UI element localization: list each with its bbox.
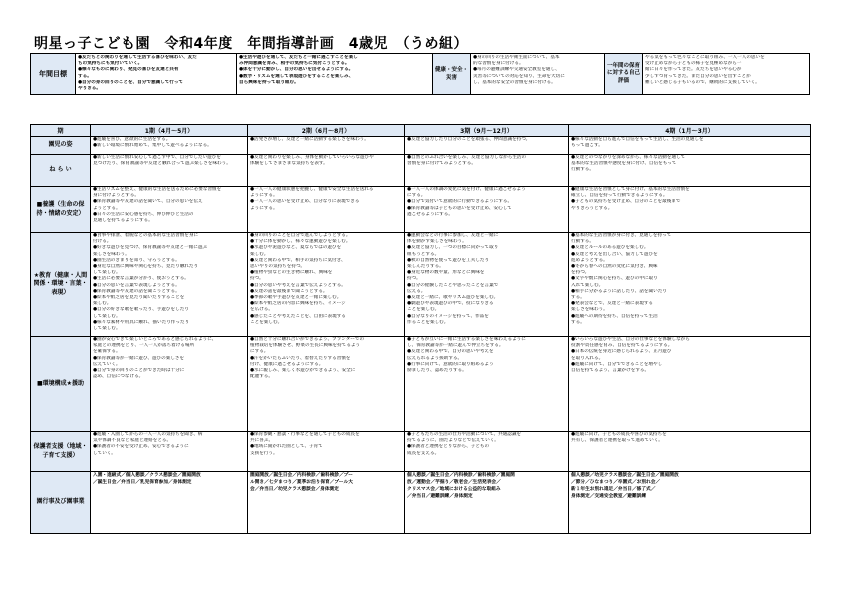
cell-content [248, 137, 404, 154]
cell-line: 認め、自信につなげる。 [93, 374, 144, 380]
cell-child-state-period-1 [91, 137, 248, 155]
cell-line: ●自分の好きな歌を歌ったり、手遊びをしたり [93, 307, 189, 313]
cell-child-state-period-2 [248, 137, 405, 155]
annual-goal-label: 年間目標 [31, 54, 76, 94]
cell-content [405, 472, 568, 533]
cell-line: 支援を行う。 [250, 450, 278, 456]
cell-line: にする。 [407, 193, 426, 199]
cell-line: ●自然とのふれ合いを楽しみ、友達と協力しながら生活の [407, 155, 527, 160]
cell-line: していく。 [93, 450, 116, 456]
cell-line: ●保育教諭等は子どもの思いを受け止め、安心して [407, 205, 512, 211]
cell-line: 楽しむ。 [250, 251, 269, 257]
cell-content [91, 432, 247, 471]
cell-content [91, 233, 247, 336]
text-line: ちの気持ちにも気付いていく。 [78, 61, 143, 67]
cell-line: ●様々な活動を自ら進んで自信をもって生活し、生活の見通しを [571, 137, 704, 142]
cell-line: ●身近な物の数や量、形などに興味を [407, 270, 485, 276]
cell-line: ●十分に体を動かし、様々な運動遊びを楽しむ。 [250, 239, 351, 245]
cell-content [248, 432, 404, 471]
cell-content [569, 233, 810, 336]
cell-line: ●基本的な生活習慣が身に付き、見通しを持って [571, 233, 672, 238]
cell-environment-period-3 [405, 337, 569, 432]
cell-content [405, 137, 568, 154]
health-label: 健康・安全・災害 [433, 54, 471, 94]
text-line: する。 [78, 73, 92, 79]
cell-line: 思いやりの気持ちを持つ。 [250, 264, 305, 270]
cell-line: ●劇遊びや表現遊びの中で、役になりきる [407, 301, 494, 307]
cell-line: クリスマス会／地域における公益的な取組み [407, 487, 501, 492]
period-header-1: 1期（4月～5月） [91, 125, 248, 137]
cell-education-period-3 [405, 233, 569, 337]
row-label-aims: ね ら い [31, 155, 91, 187]
cell-content [248, 337, 404, 431]
cell-content [91, 155, 247, 186]
cell-line: ●進級への期待を持ち、自信を持って生活 [571, 313, 658, 319]
cell-line: ●一人一人の体調の変化に気を付け、健康に過ごせるよう [407, 187, 526, 192]
cell-line: 伝える。 [407, 288, 426, 294]
cell-line: 確立し、自信を持って行動できるようにする。 [571, 193, 668, 199]
cell-line: 共に喜ぶ。 [250, 438, 274, 444]
cell-line: ●新しい環境に慣れ始めて、集中して遊べるようになる。 [93, 143, 212, 149]
cell-line: ●新しい生活に慣れ安心して過ごす中で、自分でしたい遊びを [93, 155, 221, 160]
text-line: 受け止めながら子どもの様子を見極めながら一 [645, 61, 742, 67]
cell-line: 気や体調不良など家庭と連絡をとる。 [93, 438, 172, 444]
cell-line: 新１年生お別れ遠足／弁当日／修了式／ [571, 487, 656, 492]
row-events [31, 472, 811, 534]
cell-line: ／節分／ひなまつり／卒園式／お別れ会／ [571, 480, 661, 485]
plan-table [30, 124, 811, 534]
period-header-3: 3期（9月～12月） [405, 125, 569, 137]
cell-line: ●一人一人の思いを受け止め、自分なりに表現できる [250, 199, 360, 205]
text-line: み仲間意識を育み、相手の気持ちに気付こうとする。 [239, 61, 350, 67]
cell-line: 楽しさを味わう。 [571, 307, 608, 313]
cell-line: 役割や責任感を育み、自信を持てるようにする。 [571, 343, 673, 349]
cell-line: ●好きな遊びを見つけ、保育教諭等や友達と一緒に遊ぶ [93, 245, 208, 251]
cell-line: 行動する。 [571, 167, 594, 173]
cell-line: ●保護者と連携をとりながら、子どもの [407, 444, 490, 450]
row-label-nursing: ■養護（生命の保持・情緒の安定） [31, 187, 91, 233]
cell-content [248, 233, 404, 336]
text-line: 緒に日々を作ってきた。友だちを思いやる心が [645, 67, 742, 73]
cell-line: にする。 [250, 349, 269, 355]
cell-line: ●進級に向け、子どもの成長や喜びの気持ちを [571, 432, 667, 437]
cell-line: ●秋の自然物を使って遊びを工夫したり [407, 257, 490, 263]
cell-line: 体験をしてさまざまな気持ちを表す。 [250, 161, 328, 167]
self-eval-label-text: 一年間の保育に対する自己評価 [607, 63, 641, 84]
cell-line: ●園が安心できて楽しいところであると感じられるように、 [93, 337, 217, 342]
cell-line: 成長を支える。 [407, 450, 440, 456]
text-line: 少しずつ育ってきた。まだ自分の思いを出すことが [645, 73, 751, 79]
cell-line: ／弁当日／避難訓練／身体測定 [407, 494, 473, 499]
cell-line: ●友達と関わる中で、相手の気持ちに気付き、 [250, 257, 346, 263]
cell-line: 付け、健康に過ごせるようにする。 [250, 361, 324, 367]
text-line: ●友だちとの関わりを通して生活する喜びを味わい、友だ [78, 55, 197, 60]
cell-line: 身体測定／交通安全教室／避難訓練 [571, 494, 647, 499]
cell-content [569, 432, 810, 471]
text-line: ●様々なものに関わり、発見の喜びを友達と共有 [78, 67, 179, 73]
cell-line: 伝えられるよう援助する。 [407, 355, 463, 361]
cell-line: 放／運動会／芋掘り／敬老会／生活発表会／ [407, 480, 501, 485]
cell-aims-period-1 [91, 155, 248, 187]
cell-nursing-period-3 [405, 187, 569, 233]
cell-line: 植物栽培を体験させ、野菜の生長に興味を持てるよう [250, 343, 361, 349]
cell-child-state-period-3 [405, 137, 569, 155]
cell-line: する。 [571, 319, 585, 325]
cell-line: 園庭開放／誕生日会／内科検診／歯科検診／プー [250, 473, 353, 478]
cell-line: ことを楽しむ。 [250, 319, 283, 325]
cell-nursing-period-1 [91, 187, 248, 233]
cell-content [248, 472, 404, 533]
cell-line: ●相手に分かるように話したり、話を聞いたり [571, 288, 667, 294]
cell-line: ●季節の歌や手遊びを友達と一緒に楽しむ。 [250, 295, 342, 301]
cell-content [405, 155, 568, 186]
cell-line: ●一人一人の健康状態を把握し、健康で安全な生活を送れる [250, 187, 374, 192]
cell-line: ●運動会などの行事に参加し、友達と一緒に [407, 233, 499, 238]
cell-line: ●保育教諭等が一緒に遊び、遊びの楽しさを [93, 355, 185, 361]
cell-line: 自信を持てるよう、言葉かけをする。 [571, 368, 650, 374]
cell-line: 会／弁当日／幼児クラス懇談会／身体測定 [250, 487, 339, 492]
cell-line: 持つ。 [250, 276, 264, 282]
cell-environment-period-1 [91, 337, 248, 432]
cell-line: ●冬から春への自然の変化に気付き、興味 [571, 264, 658, 270]
cell-line: ●自分で身の回りのことができた時は十分に [93, 368, 185, 374]
cell-guardian-support-period-2 [248, 432, 405, 472]
text-line: ●毎月の避難訓練や交通安全教室を通し、 [473, 67, 560, 73]
cell-line: ●発表会などで、友達と一緒に表現する [571, 301, 654, 307]
cell-line: 進めようとする。 [571, 257, 608, 263]
cell-line: 励ましたり、認めたりする。 [407, 368, 467, 374]
cell-line: もって過ごす。 [571, 143, 603, 149]
cell-line: ●自分の経験したことや思ったことを言葉で [407, 282, 499, 288]
cell-guardian-support-period-3 [405, 432, 569, 472]
cell-content [569, 155, 810, 186]
cell-line: ようにする。 [250, 205, 278, 211]
text-line: ●数字・リズムを通して表現遊びをすることを楽しみ、 [239, 73, 354, 79]
cell-line: ようとする。 [93, 205, 121, 211]
text-line: やる気をもって色々なことに取り組み、一人一人の思いを [645, 55, 765, 60]
cell-line: ●子どもの気持ちを受け止め、自分のことを最後まで [571, 199, 681, 205]
cell-education-period-2 [248, 233, 405, 337]
cell-line: 個人懇談／幼児クラス懇談会／誕生日会／園庭開放 [571, 473, 679, 478]
cell-line: 習慣を身に付けてみようとする。 [407, 161, 476, 167]
cell-line: 入れて楽しむ。 [571, 282, 604, 288]
annual-goal-col2 [237, 54, 433, 94]
cell-line: ●進級・入園してからの一人一人の気持ちを聞き、病 [93, 432, 203, 437]
cell-line: 持つ。 [407, 276, 421, 282]
cell-line: して楽しむ。 [93, 313, 121, 319]
row-child-state [31, 137, 811, 155]
cell-line: 伝えていく。 [93, 361, 121, 367]
cell-guardian-support-period-4 [569, 432, 811, 472]
cell-line: ●文字や数に関心を持ち、遊びの中に取り [571, 276, 658, 282]
cell-line: ●活発さが増し、友達と一緒に活動する楽しさを味わう。 [250, 137, 369, 142]
cell-nursing-period-2 [248, 187, 405, 233]
cell-line: 行動する。 [571, 239, 594, 245]
cell-education-period-1 [91, 233, 248, 337]
cell-nursing-period-4 [569, 187, 811, 233]
cell-line: ●自分の思いや考えを言葉で伝えようとする。 [250, 282, 346, 288]
self-eval-content [643, 54, 809, 94]
cell-line: して楽しむ。 [93, 326, 121, 332]
cell-line: ●自然と十分に触れ合いができるよう、プランターでの [250, 337, 365, 342]
cell-line: ●友達の話を最後まで聞こうとする。 [250, 288, 328, 294]
cell-line: して楽しむ。 [93, 270, 121, 276]
cell-line: 個人懇談／誕生日会／内科検診／歯科検診／園庭開 [407, 473, 515, 478]
text-line: 的な習慣を身に付ける。 [473, 61, 524, 67]
period-header-label: 期 [31, 125, 91, 137]
cell-line: ●保育教諭等や友達の話を聞こうとする。 [93, 288, 180, 294]
cell-content [569, 337, 810, 431]
cell-content [569, 187, 810, 232]
health-content [471, 54, 605, 94]
row-environment [31, 337, 811, 432]
cell-child-state-period-4 [569, 137, 811, 155]
cell-line: を広げる。 [250, 307, 273, 313]
cell-line: ●日本の伝統を身近に感じられるよう、正月遊び [571, 349, 672, 355]
cell-content [405, 233, 568, 336]
cell-content [405, 187, 568, 232]
cell-line: ●食事や排泄、着脱などの基本的な生活習慣を身に [93, 233, 199, 238]
cell-line: ●自分で気付いて意欲的に行動できるようにする。 [407, 199, 513, 205]
cell-line: やりきろうとする。 [571, 205, 613, 211]
cell-line: ●水に親しみ、楽しく水遊びができるよう、安全に [250, 368, 356, 374]
cell-content [91, 137, 247, 154]
cell-line: ●身近な自然に興味や関心を持ち、見たり触れたり [93, 264, 199, 270]
cell-line: ●子どもたちの生活の仕方や活動について、共通認識を [407, 432, 522, 437]
cell-line: ●健康な生活を習慣として身に付け、基本的な生活習慣を [571, 187, 690, 192]
cell-line: ●友達とルールのある遊びを楽しむ。 [571, 245, 649, 251]
cell-line: ●自分の思いを言葉で表現しようとする。 [93, 282, 180, 288]
cell-events-period-4 [569, 472, 811, 534]
cell-aims-period-4 [569, 155, 811, 187]
cell-content [91, 337, 247, 431]
text-line: ●身の回りの生活や衛生面について、基本 [473, 55, 560, 60]
row-education [31, 233, 811, 337]
cell-line: ●友達とのつながりを深めながら、様々な活動を通して [571, 155, 686, 160]
cell-content [248, 155, 404, 186]
period-header-row [31, 125, 811, 137]
cell-content [405, 337, 568, 431]
cell-line: を持つ。 [571, 270, 590, 276]
cell-line: 配慮する。 [250, 374, 273, 380]
cell-line: ●自分なりのイメージを持って、作品を [407, 313, 489, 319]
cell-line: ●保育参観・懇談・行事などを通して子どもの成長を [250, 432, 360, 437]
self-eval-label [605, 54, 643, 94]
cell-line: 入園・進級式／個人懇談／クラス懇談会／園庭開放 [93, 473, 201, 478]
cell-line: ●保護者の不安を受け止め、安心できるように [93, 444, 189, 450]
cell-line: ●絵本や紙芝居を見たり聞いたりすることを [93, 295, 185, 301]
cell-line: ●園生活のきまりを知り、守ろうとする。 [93, 257, 180, 263]
period-header-4: 4期（1月～3月） [569, 125, 811, 137]
cell-aims-period-2 [248, 155, 405, 187]
cell-line: 身に付けようとする。 [93, 193, 139, 199]
cell-line: する。 [571, 295, 585, 301]
row-label-child-state: 園児の姿 [31, 137, 91, 155]
cell-line: ●水遊びや泥遊びなど、夏ならではの遊びを [250, 245, 342, 251]
cell-content [91, 187, 247, 232]
cell-line: ●感じたことや考えたことを、自由に表現する [250, 313, 346, 319]
cell-line: 楽しさを味わう。 [93, 251, 130, 257]
annual-goal-block [30, 53, 810, 95]
cell-events-period-3 [405, 472, 569, 534]
annual-goal-col1 [76, 54, 237, 94]
cell-line: 付ける。 [93, 239, 112, 245]
cell-line: ●保育教諭等や友達の話を聞いて、自分の思いを伝え [93, 199, 203, 205]
cell-line: ようにする。 [250, 193, 278, 199]
text-line: ●自分の身の回りのことを、自分で意識して行って [78, 79, 184, 85]
cell-events-period-1 [91, 472, 248, 534]
cell-environment-period-2 [248, 337, 405, 432]
cell-line: ●日々の生活に安心感を持ち、伸び伸びと生活の [93, 211, 194, 217]
cell-line: 持てるように、園だよりなどで伝えていく。 [407, 438, 499, 444]
cell-line: 見つけたり、保育教諭等や友達と触れ合って遊ぶ楽しさを味わう。 [93, 161, 231, 167]
cell-guardian-support-period-1 [91, 432, 248, 472]
cell-line: ／誕生日会／弁当日／乳児保育参加／身体測定 [93, 480, 192, 485]
cell-line: ル開き／七夕まつり／夏季お泊り保育／プール大 [250, 480, 353, 485]
cell-line: を確保する。 [93, 349, 121, 355]
cell-line: 組もうとする。 [407, 251, 440, 257]
row-guardian-support [31, 432, 811, 472]
cell-line: ●進級に向けて、自分でできることを増やし [571, 361, 663, 367]
cell-line: 家庭との連携をとり、一人一人が落ち着ける場所 [93, 343, 195, 349]
cell-line: ことを楽しむ。 [407, 307, 440, 313]
cell-line: 作ることを楽しむ。 [407, 319, 449, 325]
cell-line: 共有し、保護者と連携を取って進めていく。 [571, 438, 663, 444]
cell-line: ●友達と協力し、一つの目標に向かって取り [407, 245, 499, 251]
cell-line: ●様々な素材や用具に触れ、描いたり作ったり [93, 319, 190, 325]
cell-line: 見通しを持てるようにする。 [93, 218, 153, 224]
row-nursing [31, 187, 811, 233]
cell-line: ●友達と考えを出し合い、協力して遊びを [571, 251, 658, 257]
cell-line: 体を動かす楽しさを味わう。 [407, 239, 467, 245]
cell-education-period-4 [569, 233, 811, 337]
cell-content [91, 472, 247, 533]
period-header-2: 2期（6月～8月） [248, 125, 405, 137]
cell-line: ●進級を喜び、意欲的に生活をする。 [93, 137, 171, 142]
cell-line: ●友達と関わりを楽しみ、身体を動かしていろいろな遊びや [250, 155, 374, 160]
cell-line: ●絵本や紙芝居の内容に興味を持ち、イメージ [250, 301, 346, 307]
cell-line: ●友達と協力したり自分のことを頑張る、仲間意識を持つ。 [407, 137, 531, 142]
cell-events-period-2 [248, 472, 405, 534]
cell-line: し、保育教諭等が一緒に遊んで仲立ちをする。 [407, 343, 504, 349]
row-label-environment: ■環境構成★援助 [31, 337, 91, 432]
cell-aims-period-3 [405, 155, 569, 187]
cell-line: ●行事に向けて、意欲的に取り組めるよう [407, 361, 494, 367]
cell-line: ●友達と一緒に、歌やリズム遊びを楽しむ。 [407, 295, 499, 301]
row-label-education: ★教育（健康・人間関係・環境・言葉・表現） [31, 233, 91, 337]
cell-line: ●生活に必要な言葉が分かり、使おうとする。 [93, 276, 189, 282]
cell-line: ●身の回りのことを自分で進んでしようとする。 [250, 233, 351, 238]
cell-line: ●子どもが互いに一緒に生活する楽しさを味わえるように [407, 337, 526, 342]
cell-content [569, 137, 810, 154]
cell-line: 楽しんだりする。 [407, 264, 444, 270]
cell-line: ●いろいろな遊びや生活、自分の仕事などを体験しながら [571, 337, 690, 342]
cell-content [248, 187, 404, 232]
text-line: 難しいと感じる子もいるので、継続的に支援していく。 [645, 79, 760, 85]
cell-content [569, 472, 810, 533]
cell-line: 楽しむ。 [93, 301, 112, 307]
page-title: 明星っ子こども園 令和4年度 年間指導計画 4歳児 （うめ組） [34, 36, 468, 52]
row-label-events: 園行事及び園事業 [31, 472, 91, 534]
text-line: 自ら興味を持って取り組む。 [239, 79, 299, 85]
text-line: やりきる。 [78, 86, 101, 92]
cell-line: ●植物や虫などの生き物に触れ、興味を [250, 270, 333, 276]
text-line: ●生活や遊びを通して、友だちと一緒に過ごすことを楽し [239, 55, 358, 60]
cell-line: ●友達と関わる中で、自分の思いや考えを [407, 349, 494, 355]
text-line: 災害等についての対応を知り、生命を大切に [473, 73, 565, 79]
cell-content [405, 432, 568, 471]
text-line: ●体を十分に動かし、自分の思いを出せるようにする。 [239, 67, 354, 73]
text-line: し、基本的な安全の習慣を身に付ける。 [473, 79, 556, 85]
cell-line: ●生活リズムを整え、健康的な生活を送るために必要な習慣を [93, 187, 222, 192]
cell-environment-period-4 [569, 337, 811, 432]
row-aims [31, 155, 811, 187]
cell-line: 過ごせるようにする。 [407, 211, 453, 217]
cell-line: ●地域に開かれた園として、子育て [250, 444, 323, 450]
row-label-guardian-support: 保護者支援（地域・子育て支援） [31, 432, 91, 472]
cell-line: 基本的な生活習慣や態度を身に付け、自信をもって [571, 161, 677, 167]
cell-line: ●汗をかいたらふいたり、着替えたりする習慣を [250, 355, 351, 361]
cell-line: を取り入れる。 [571, 355, 604, 361]
